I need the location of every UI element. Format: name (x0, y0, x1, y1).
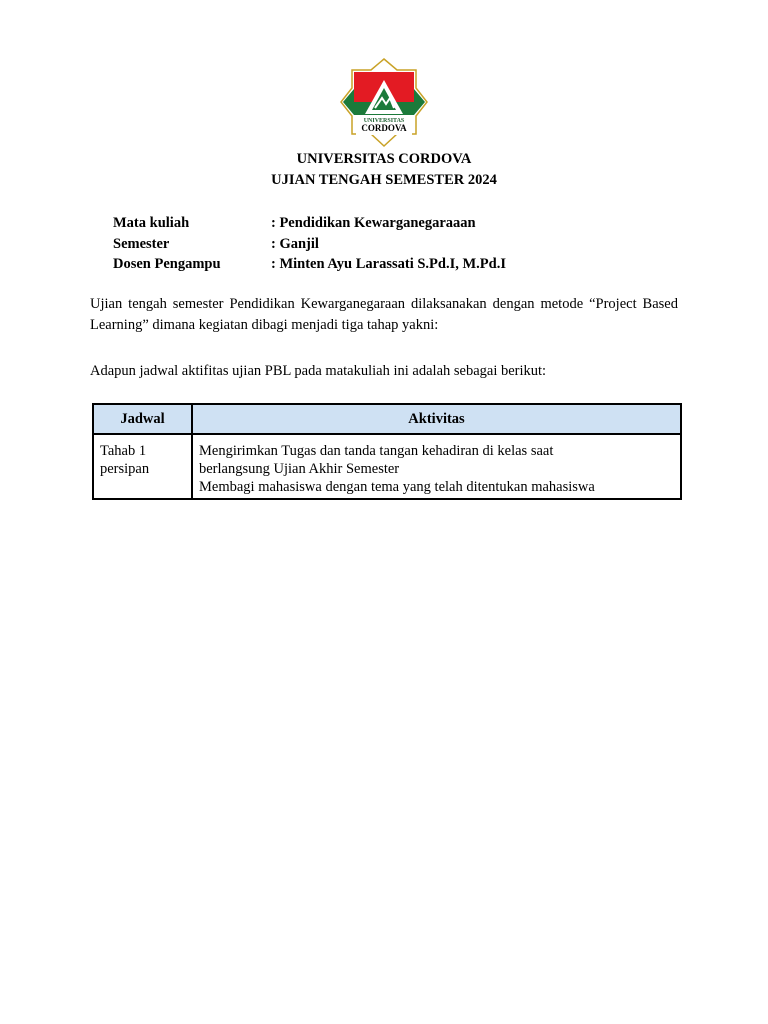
info-label: Semester (113, 235, 170, 252)
cell-jadwal (93, 434, 192, 499)
logo-text-top: UNIVERSITAS (363, 118, 405, 124)
info-row-course (113, 213, 506, 234)
aktivitas-line: berlangsung Ujian Akhir Semester (199, 461, 400, 477)
info-row-lecturer (113, 254, 506, 275)
cell-aktivitas (192, 434, 681, 499)
info-label: Mata kuliah (113, 215, 190, 231)
table-row (93, 434, 681, 499)
table-header-row (93, 404, 681, 434)
schedule-intro-paragraph: Adapun jadwal aktifitas ujian PBL pada matakuliah ini adalah sebagai berikut: (90, 363, 547, 379)
header-jadwal: Jadwal (93, 404, 192, 434)
university-logo (340, 58, 428, 148)
aktivitas-line: Membagi mahasiswa dengan tema yang telah ditentukan mahasiswa (199, 479, 595, 495)
jadwal-line: Tahab 1 (100, 443, 147, 459)
aktivitas-line: Mengirimkan Tugas dan tanda tangan kehadiran di kelas saat (199, 443, 554, 459)
schedule-table (92, 403, 682, 500)
info-value: : Ganjil (271, 235, 319, 252)
info-value: : Minten Ayu Larassati S.Pd.I, M.Pd.I (271, 256, 506, 272)
info-row-semester (113, 234, 506, 255)
info-label: Dosen Pengampu (113, 256, 221, 272)
logo-text-bottom: CORDOVA (361, 123, 407, 133)
exam-title: UJIAN TENGAH SEMESTER 2024 (271, 172, 497, 188)
intro-paragraph: Ujian tengah semester Pendidikan Kewarganegaraan dilaksanakan dengan metode “Project Based Learning” dimana kegiatan dibagi menjadi tiga tahap yakni: (90, 296, 678, 333)
course-info (113, 213, 506, 275)
header-aktivitas: Aktivitas (192, 404, 681, 434)
university-title: UNIVERSITAS CORDOVA (296, 151, 472, 167)
jadwal-line: persipan (100, 461, 150, 477)
info-value: : Pendidikan Kewarganegaraaan (271, 215, 476, 231)
